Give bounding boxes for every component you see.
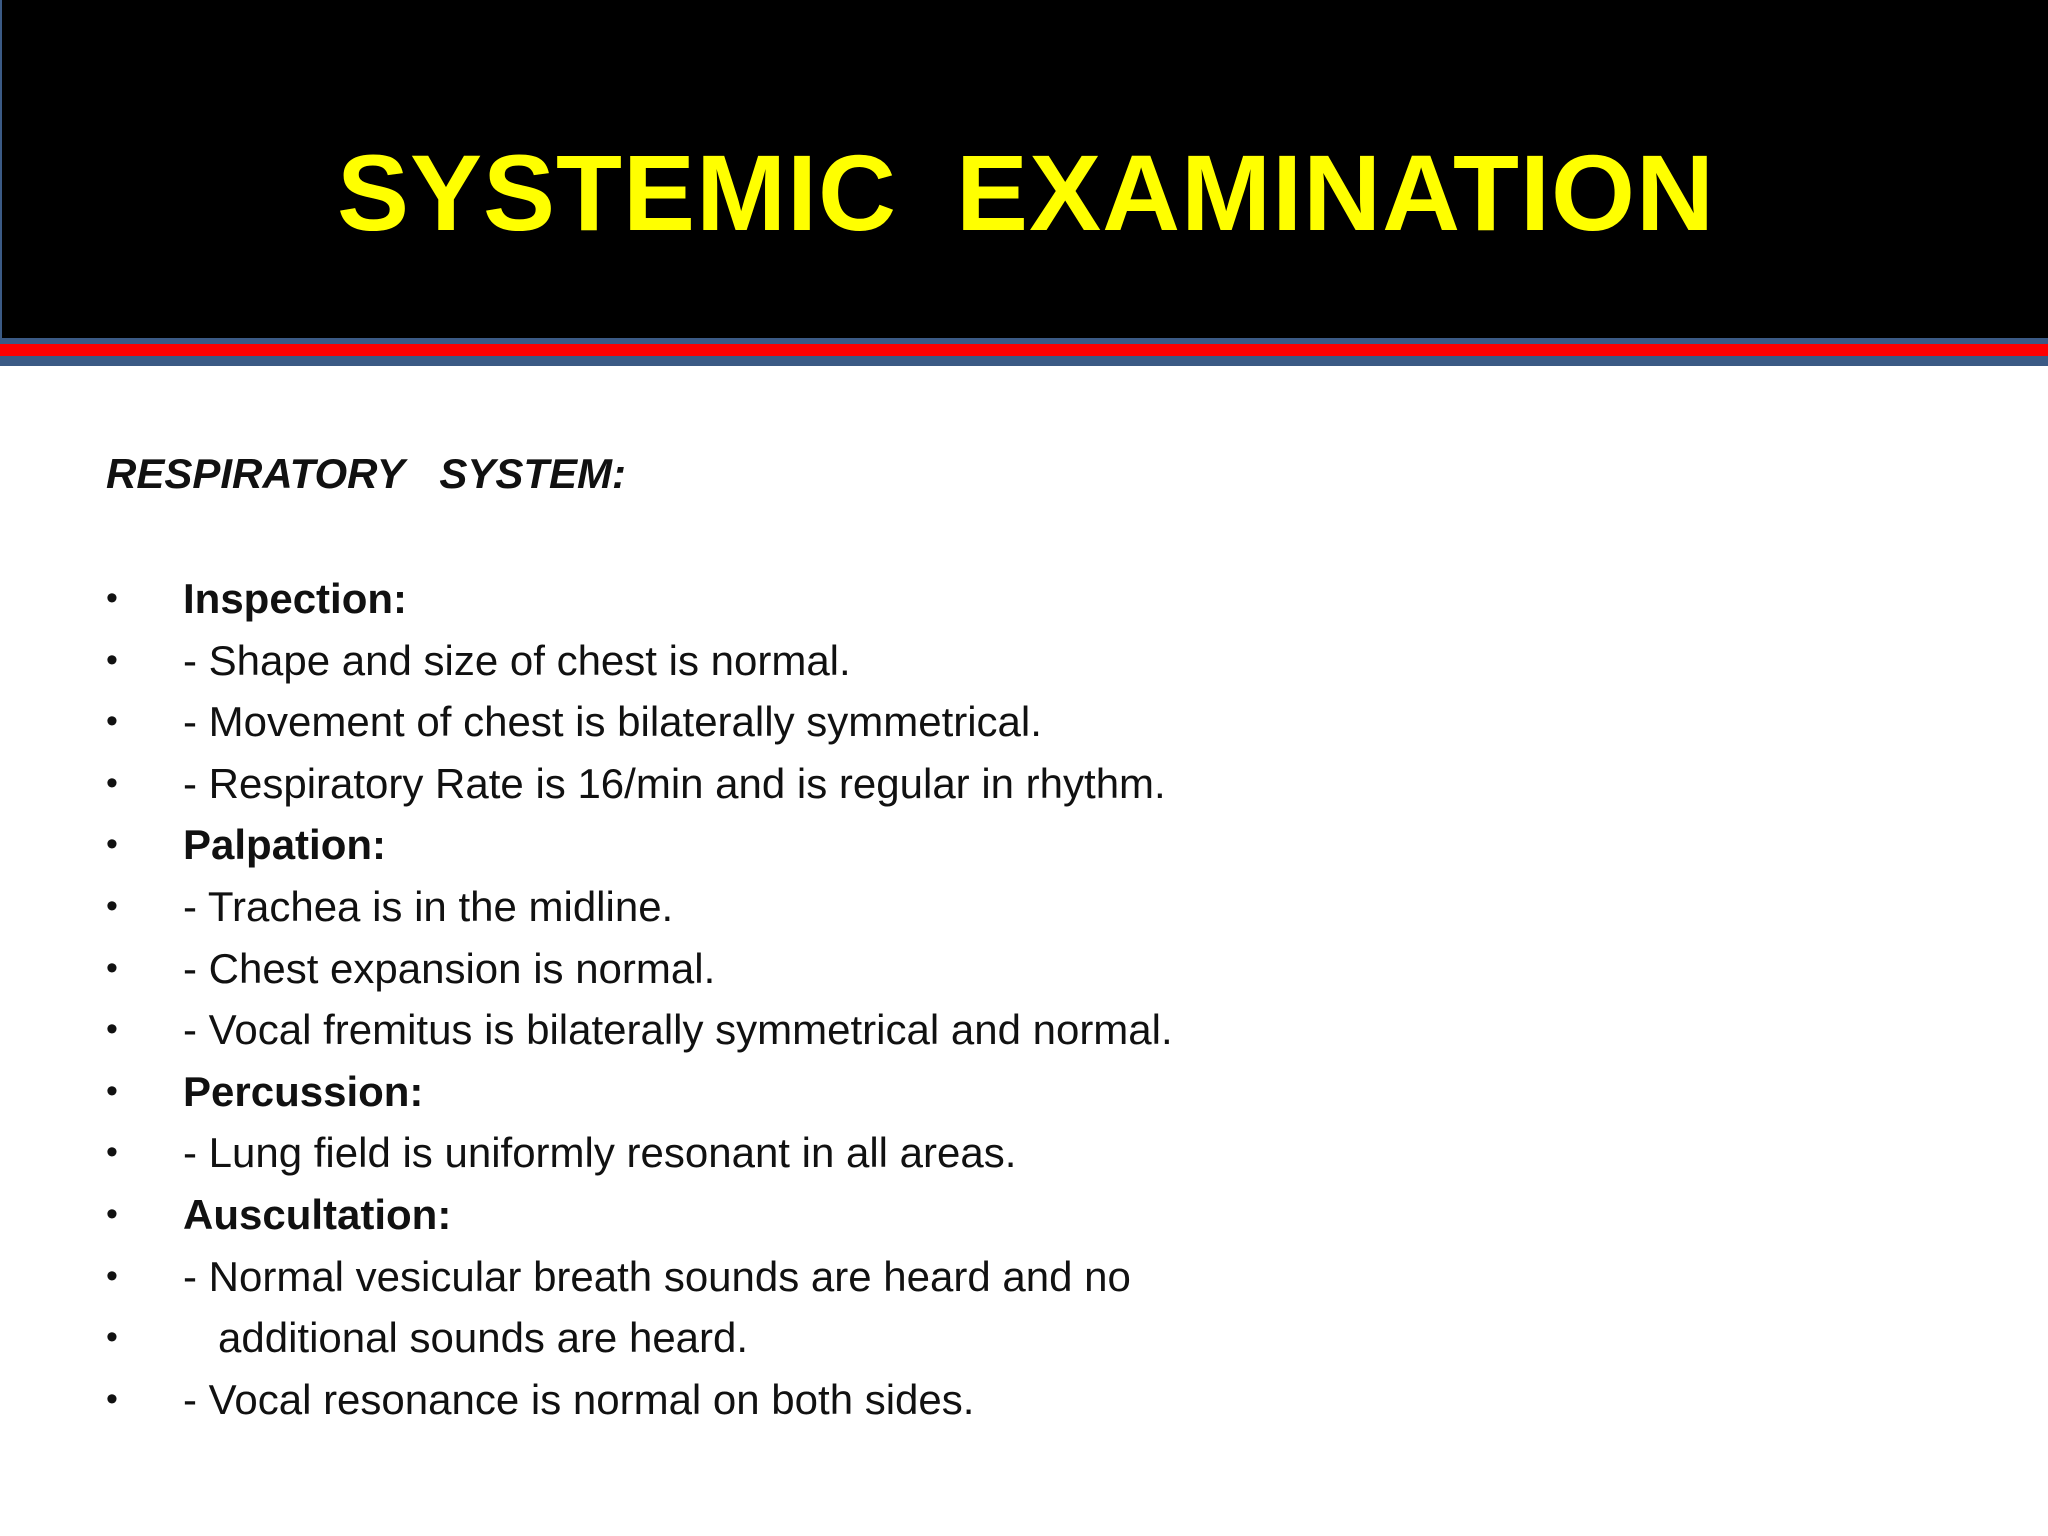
bullet-dot-icon: • [106,1133,118,1172]
bullet-text: - Shape and size of chest is normal. [183,636,851,684]
bullet-text: - Vocal resonance is normal on both sides. [183,1375,975,1423]
title-banner [0,0,2048,338]
bullet-text: Palpation: [183,821,387,869]
bullet-text: - Chest expansion is normal. [183,944,716,992]
bullet-text: - Vocal fremitus is bilaterally symmetrical and normal. [183,1006,1173,1054]
bullet-text: Inspection: [183,575,408,622]
bullet-dot-icon: • [106,1379,118,1418]
bullet-dot-icon: • [106,1010,118,1049]
bullet-text: - Respiratory Rate is 16/min and is regular in rhythm. [183,759,1166,807]
bullet-text: - Normal vesicular breath sounds are heard and no [183,1252,1131,1300]
section-heading: RESPIRATORY SYSTEM: [106,450,626,497]
bullet-text: additional sounds are heard. [183,1314,749,1362]
bullet-dot-icon: • [106,640,118,679]
bullet-dot-icon: • [106,948,118,987]
bullet-dot-icon: • [106,1256,118,1295]
bullet-dot-icon: • [106,825,118,864]
banner-stripe-blue-bottom [0,356,2048,366]
bullet-text: Percussion: [183,1067,424,1115]
bullet-text: Auscultation: [183,1190,452,1238]
bullet-dot-icon: • [106,702,118,741]
bullet-dot-icon: • [106,1194,118,1233]
bullet-text: - Movement of chest is bilaterally symmetrical. [183,698,1042,746]
slide-title: SYSTEMIC EXAMINATION [336,132,1716,253]
banner-stripe-red [0,344,2048,356]
bullet-dot-icon: • [106,763,118,802]
bullet-text: - Lung field is uniformly resonant in all areas. [183,1129,1017,1177]
bullet-dot-icon: • [106,579,118,617]
bullet-dot-icon: • [106,886,118,925]
bullet-text: - Trachea is in the midline. [183,882,674,930]
bullet-dot-icon: • [106,1318,118,1357]
bullet-dot-icon: • [106,1071,118,1110]
